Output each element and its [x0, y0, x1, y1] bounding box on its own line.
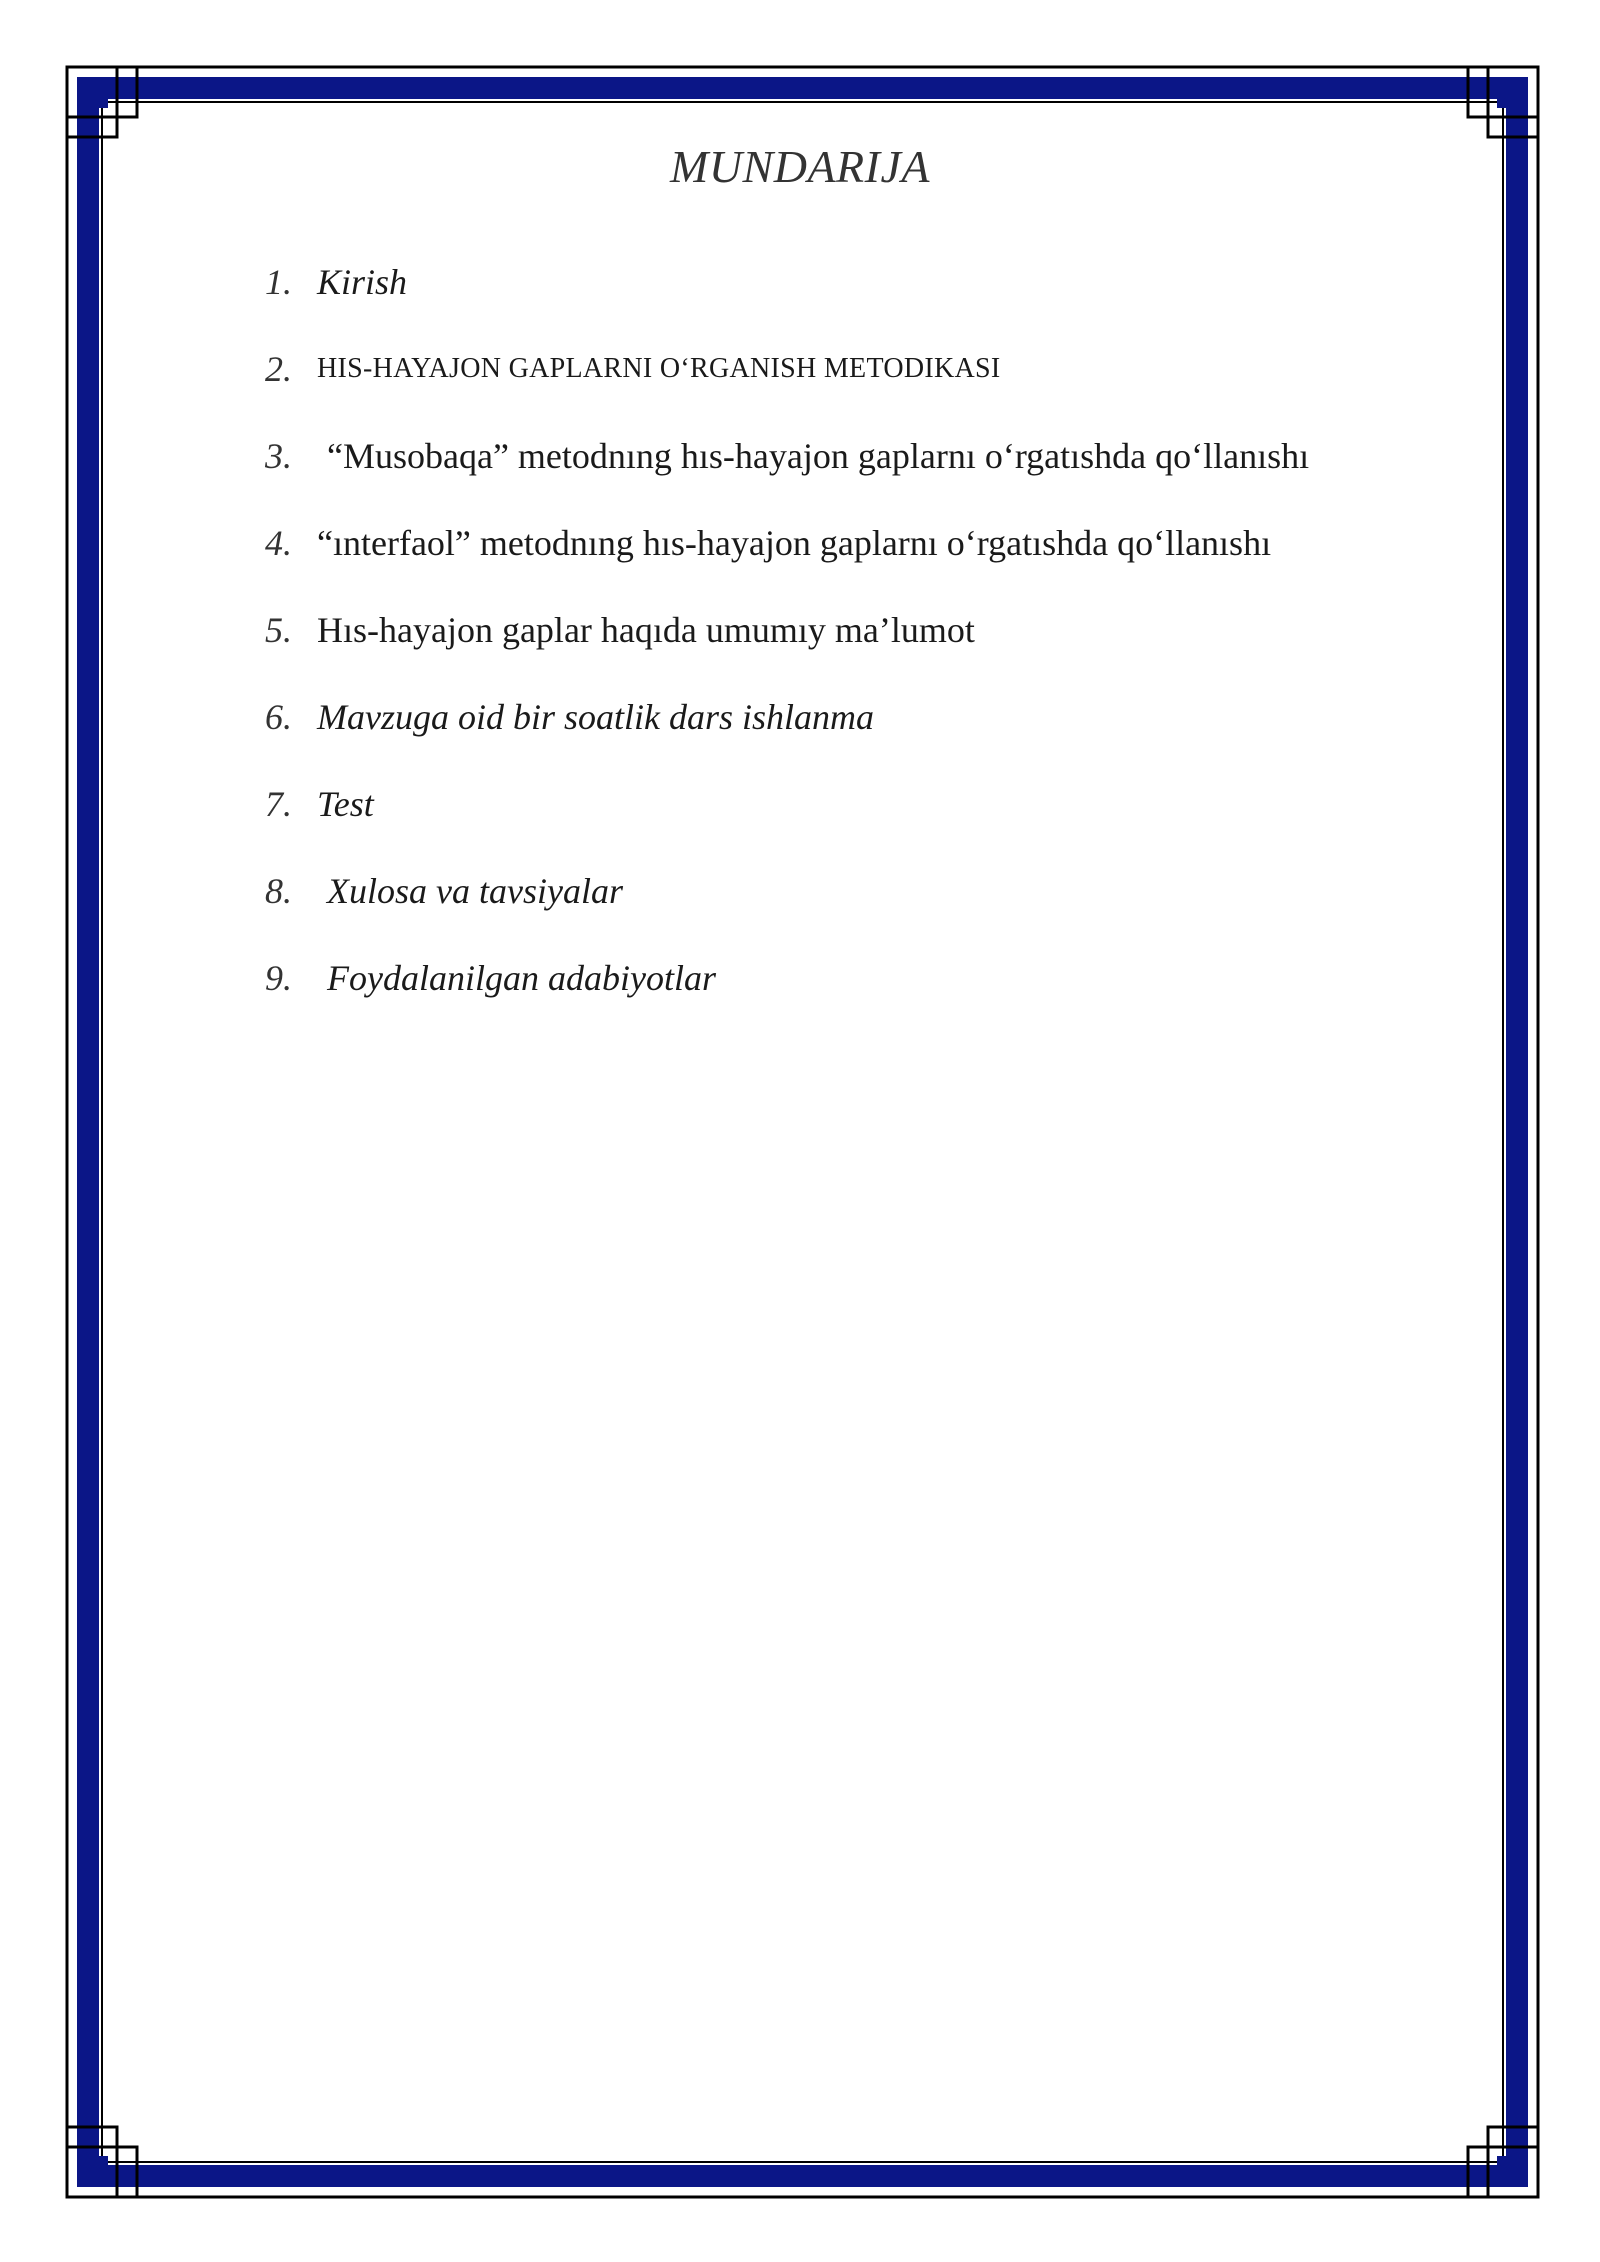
toc-label: Foydalanilgan adabiyotlar: [327, 957, 716, 998]
toc-label: Test: [317, 783, 374, 824]
table-of-contents: [265, 238, 1415, 1021]
toc-number: 5.: [265, 609, 292, 650]
toc-label: “ınterfaol” metodnıng hıs-hayajon gaplarnı o‘rgatıshda qo‘llanıshı: [317, 522, 1272, 563]
toc-item-8: [265, 847, 1415, 934]
toc-item-1: [265, 238, 1415, 325]
toc-item-6: [265, 673, 1415, 760]
toc-item-7: [265, 760, 1415, 847]
toc-number: 6.: [265, 696, 292, 737]
toc-number: 9.: [265, 957, 292, 998]
toc-number: 2.: [265, 348, 292, 389]
page-title: MUNDARIJA: [670, 141, 930, 192]
toc-number: 1.: [265, 261, 292, 302]
toc-number: 4.: [265, 522, 292, 563]
toc-item-4: [265, 499, 1415, 586]
toc-number: 3.: [265, 435, 292, 476]
toc-label: Xulosa va tavsiyalar: [327, 870, 623, 911]
toc-number: 8.: [265, 870, 292, 911]
toc-label: Mavzuga oid bir soatlik dars ishlanma: [317, 696, 875, 737]
toc-label: Hıs-hayajon gaplar haqıda umumıy ma’lumot: [317, 609, 975, 650]
toc-item-9: [265, 934, 1415, 1021]
toc-label: HIS-HAYAJON GAPLARNI O‘RGANISH METODIKASI: [317, 352, 1001, 384]
toc-item-3: [265, 412, 1415, 499]
toc-item-5: [265, 586, 1415, 673]
toc-number: 7.: [265, 783, 292, 824]
toc-item-2: [265, 325, 1415, 412]
toc-label: “Musobaqa” metodnıng hıs-hayajon gaplarnı o‘rgatıshda qo‘llanıshı: [327, 435, 1310, 476]
toc-label: Kirish: [317, 261, 408, 302]
